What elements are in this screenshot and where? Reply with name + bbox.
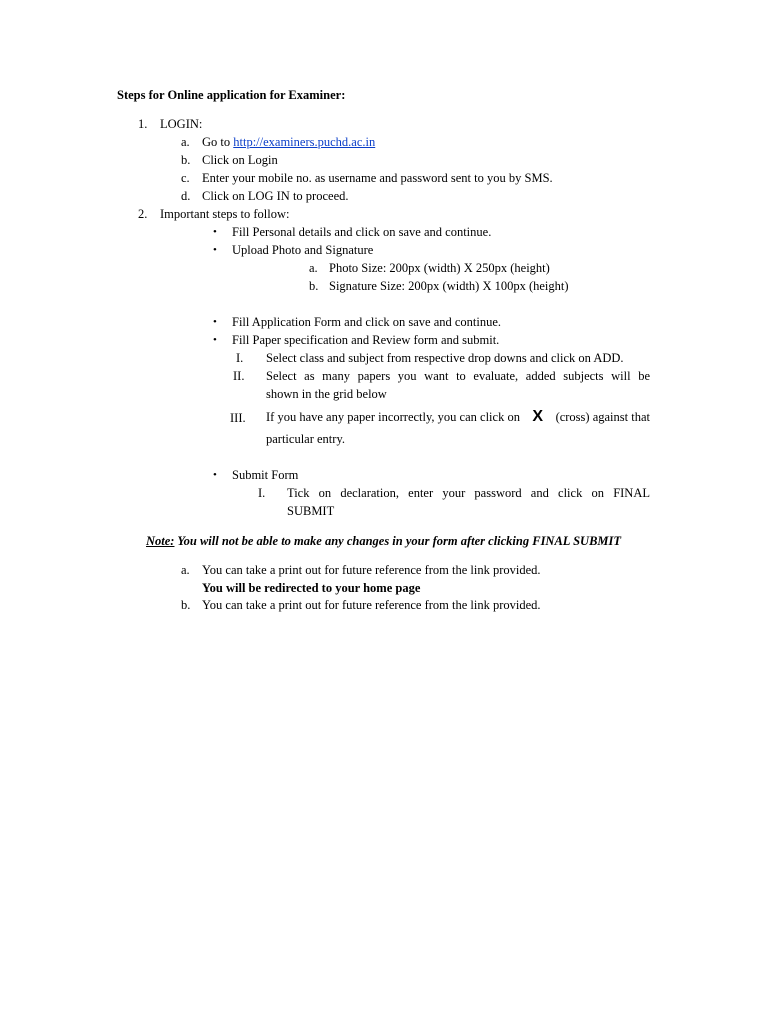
list-item-text: Go to	[202, 135, 234, 149]
list-item: Photo Size: 200px (width) X 250px (height)	[329, 261, 550, 275]
note-label: Note:	[146, 534, 175, 548]
list-marker: c.	[181, 171, 190, 185]
list-item	[202, 136, 375, 149]
list-item: Select as many papers you want to evaluate, added subjects will be	[266, 369, 650, 383]
list-item: Click on Login	[202, 153, 278, 167]
bullet-item: Fill Personal details and click on save and continue.	[232, 225, 492, 239]
section-heading-steps: Important steps to follow:	[160, 207, 290, 221]
list-item: shown in the grid below	[266, 387, 387, 401]
list-marker: a.	[181, 563, 190, 577]
list-number: 1.	[138, 117, 148, 131]
examiners-portal-link[interactable]: http://examiners.puchd.ac.in	[233, 135, 376, 149]
list-marker: a.	[309, 261, 318, 275]
list-item: You can take a print out for future reference from the link provided.	[202, 563, 541, 577]
list-marker: b.	[309, 279, 319, 293]
note-text	[146, 535, 621, 548]
list-item-text: (cross) against that	[555, 410, 650, 424]
bullet-icon: •	[213, 469, 217, 481]
bullet-item: Submit Form	[232, 468, 299, 482]
list-item: Enter your mobile no. as username and password sent to you by SMS.	[202, 171, 553, 185]
bullet-item: Fill Paper specification and Review form and submit.	[232, 333, 500, 347]
cross-icon: X	[532, 408, 544, 425]
roman-marker: III.	[230, 411, 246, 425]
list-marker: d.	[181, 189, 191, 203]
list-item: Select class and subject from respective drop downs and click on ADD.	[266, 351, 624, 365]
bullet-icon: •	[213, 316, 217, 328]
note-body: You will not be able to make any changes in your form after clicking FINAL SUBMIT	[174, 534, 622, 548]
redirect-note: You will be redirected to your home page	[202, 581, 421, 595]
bullet-icon: •	[213, 244, 217, 256]
list-item: Click on LOG IN to proceed.	[202, 189, 349, 203]
list-item: particular entry.	[266, 432, 346, 446]
section-heading-login: LOGIN:	[160, 117, 203, 131]
roman-marker: I.	[258, 486, 266, 500]
list-marker: b.	[181, 153, 191, 167]
list-marker: b.	[181, 598, 191, 612]
list-item	[266, 409, 650, 425]
bullet-icon: •	[213, 226, 217, 238]
bullet-icon: •	[213, 334, 217, 346]
page-title: Steps for Online application for Examiner:	[117, 88, 346, 102]
list-item: Signature Size: 200px (width) X 100px (height)	[329, 279, 569, 293]
list-item: Tick on declaration, enter your password and click on FINAL	[287, 486, 650, 500]
bullet-item: Fill Application Form and click on save and continue.	[232, 315, 502, 329]
list-item-text: If you have any paper incorrectly, you can click on	[266, 410, 520, 424]
roman-marker: II.	[233, 369, 245, 383]
bullet-item: Upload Photo and Signature	[232, 243, 374, 257]
list-item: SUBMIT	[287, 504, 335, 518]
list-number: 2.	[138, 207, 148, 221]
list-marker: a.	[181, 135, 190, 149]
list-item: You can take a print out for future reference from the link provided.	[202, 598, 541, 612]
roman-marker: I.	[236, 351, 244, 365]
